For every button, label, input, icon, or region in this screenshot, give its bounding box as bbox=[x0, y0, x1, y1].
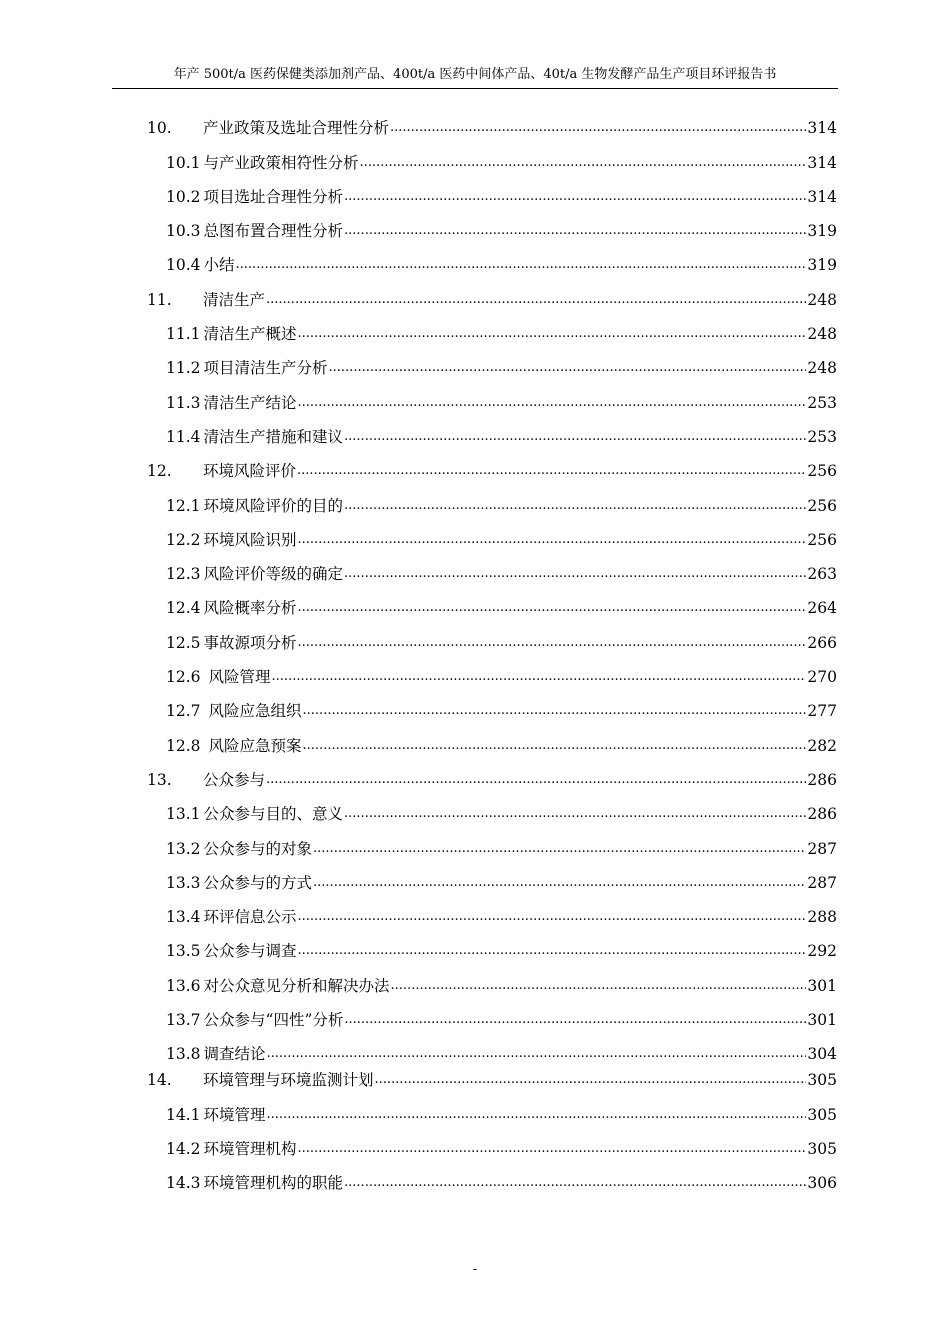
toc-entry-page: 256 bbox=[807, 462, 837, 481]
toc-entry[interactable] bbox=[147, 1034, 837, 1068]
toc-dot-leader bbox=[303, 697, 807, 725]
toc-entry-number: 13.4 bbox=[166, 908, 201, 927]
toc-entry[interactable] bbox=[147, 931, 837, 965]
toc-entry[interactable] bbox=[147, 245, 837, 279]
toc-entry-number: 13.8 bbox=[166, 1045, 201, 1064]
toc-entry-title: 小结 bbox=[203, 256, 235, 275]
toc-entry-title: 调查结论 bbox=[203, 1045, 266, 1064]
toc-entry[interactable] bbox=[147, 691, 837, 725]
toc-entry-title: 环境管理 bbox=[203, 1105, 266, 1124]
toc-entry-number: 12.2 bbox=[166, 530, 201, 549]
toc-entry-title: 风险应急预案 bbox=[208, 736, 302, 755]
toc-entry-page: 248 bbox=[807, 359, 837, 378]
toc-entry-number: 12.7 bbox=[166, 702, 201, 721]
toc-dot-leader bbox=[272, 663, 807, 691]
toc-entry-page: 288 bbox=[807, 908, 837, 927]
toc-entry-page: 253 bbox=[807, 393, 837, 412]
toc-entry-number: 12.3 bbox=[166, 565, 201, 584]
toc-entry-number: 10.2 bbox=[166, 187, 201, 206]
toc-entry-page: 287 bbox=[807, 873, 837, 892]
toc-dot-leader bbox=[298, 526, 807, 554]
toc-dot-leader bbox=[266, 286, 806, 314]
toc-entry-number: 14.2 bbox=[166, 1139, 201, 1158]
toc-entry[interactable] bbox=[147, 622, 837, 656]
toc-entry[interactable] bbox=[147, 142, 837, 176]
running-header: 年产 500t/a 医药保健类添加剂产品、400t/a 医药中间体产品、40t/a 生物发酵产品生产项目环评报告书 bbox=[173, 67, 777, 82]
toc-entry-number: 13.3 bbox=[166, 873, 201, 892]
toc-entry-page: 314 bbox=[807, 119, 837, 138]
toc-entry[interactable] bbox=[147, 1094, 837, 1128]
toc-dot-leader bbox=[391, 972, 807, 1000]
toc-entry-title: 风险评价等级的确定 bbox=[203, 565, 344, 584]
toc-entry-title: 总图布置合理性分析 bbox=[203, 222, 344, 241]
toc-entry-page: 287 bbox=[807, 839, 837, 858]
toc-entry-page: 286 bbox=[807, 770, 837, 789]
toc-entry-title: 公众参与“四性”分析 bbox=[203, 1011, 344, 1030]
toc-entry-title: 风险概率分析 bbox=[203, 599, 297, 618]
toc-entry-page: 282 bbox=[807, 736, 837, 755]
toc-entry-title: 公众参与目的、意义 bbox=[203, 805, 344, 824]
toc-entry-page: 286 bbox=[807, 805, 837, 824]
toc-entry-number: 14. bbox=[147, 1071, 172, 1090]
toc-entry[interactable] bbox=[147, 279, 837, 313]
toc-entry-number: 13. bbox=[147, 770, 172, 789]
toc-dot-leader bbox=[313, 869, 806, 897]
toc-entry-title: 清洁生产 bbox=[203, 290, 266, 309]
toc-dot-leader bbox=[267, 1040, 807, 1068]
toc-entry[interactable] bbox=[147, 382, 837, 416]
toc-entry[interactable] bbox=[147, 897, 837, 931]
toc-entry-title: 公众参与的对象 bbox=[203, 839, 313, 858]
toc-entry-page: 301 bbox=[807, 976, 837, 995]
toc-entry-page: 305 bbox=[807, 1139, 837, 1158]
toc-entry-page: 305 bbox=[807, 1071, 837, 1090]
toc-dot-leader bbox=[313, 835, 806, 863]
toc-entry-title: 公众参与 bbox=[203, 770, 266, 789]
toc-dot-leader bbox=[298, 320, 807, 348]
toc-entry-title: 产业政策及选址合理性分析 bbox=[203, 119, 390, 138]
toc-entry[interactable] bbox=[147, 451, 837, 485]
toc-entry-title: 风险应急组织 bbox=[208, 702, 302, 721]
toc-dot-leader bbox=[266, 766, 806, 794]
toc-entry-title: 风险管理 bbox=[208, 668, 271, 687]
toc-entry-page: 248 bbox=[807, 290, 837, 309]
toc-entry-number: 11.3 bbox=[166, 393, 201, 412]
toc-entry-page: 256 bbox=[807, 496, 837, 515]
toc-dot-leader bbox=[375, 1066, 807, 1094]
header-rule bbox=[112, 88, 838, 89]
toc-entry-page: 264 bbox=[807, 599, 837, 618]
toc-entry-page: 263 bbox=[807, 565, 837, 584]
toc-entry-title: 环境管理机构 bbox=[203, 1139, 297, 1158]
toc-entry-number: 10.4 bbox=[166, 256, 201, 275]
toc-entry-number: 10.1 bbox=[166, 153, 201, 172]
toc-entry[interactable] bbox=[147, 314, 837, 348]
toc-entry-title: 环境管理与环境监测计划 bbox=[203, 1071, 374, 1090]
toc-entry-title: 公众参与的方式 bbox=[203, 873, 313, 892]
toc-entry-title: 清洁生产措施和建议 bbox=[203, 427, 344, 446]
toc-dot-leader bbox=[236, 251, 807, 279]
toc-entry-title: 环境风险识别 bbox=[203, 530, 297, 549]
toc-entry[interactable] bbox=[147, 828, 837, 862]
toc-entry[interactable] bbox=[147, 108, 837, 142]
toc-dot-leader bbox=[390, 114, 806, 142]
toc-entry-number: 13.6 bbox=[166, 976, 201, 995]
toc-entry-page: 306 bbox=[807, 1174, 837, 1193]
toc-dot-leader bbox=[298, 1135, 807, 1163]
toc-entry-page: 305 bbox=[807, 1105, 837, 1124]
toc-entry-number: 12. bbox=[147, 462, 172, 481]
toc-entry-number: 11. bbox=[147, 290, 172, 309]
toc-dot-leader bbox=[298, 937, 807, 965]
toc-dot-leader bbox=[297, 457, 806, 485]
toc-entry[interactable] bbox=[147, 348, 837, 382]
toc-dot-leader bbox=[344, 492, 806, 520]
toc-dot-leader bbox=[344, 423, 806, 451]
toc-entry[interactable] bbox=[147, 1068, 837, 1094]
toc-entry[interactable] bbox=[147, 177, 837, 211]
toc-entry-title: 清洁生产概述 bbox=[203, 325, 297, 344]
toc-entry-number: 14.1 bbox=[166, 1105, 201, 1124]
toc-entry-title: 与产业政策相符性分析 bbox=[203, 153, 359, 172]
toc-entry-title: 事故源项分析 bbox=[203, 633, 297, 652]
toc-dot-leader bbox=[298, 594, 807, 622]
page-footer-mark: - bbox=[472, 1262, 478, 1277]
toc-entry[interactable] bbox=[147, 760, 837, 794]
toc-entry-title: 环境风险评价 bbox=[203, 462, 297, 481]
toc-dot-leader bbox=[298, 629, 807, 657]
toc-entry-page: 314 bbox=[807, 153, 837, 172]
toc-entry[interactable] bbox=[147, 485, 837, 519]
toc-dot-leader bbox=[344, 183, 806, 211]
toc-entry-number: 11.1 bbox=[166, 325, 201, 344]
toc-entry-number: 12.1 bbox=[166, 496, 201, 515]
toc-entry-page: 319 bbox=[807, 256, 837, 275]
toc-entry[interactable] bbox=[147, 1000, 837, 1034]
toc-dot-leader bbox=[267, 1101, 807, 1129]
toc-entry[interactable] bbox=[147, 1163, 837, 1197]
toc-entry[interactable] bbox=[147, 657, 837, 691]
toc-entry-number: 12.5 bbox=[166, 633, 201, 652]
toc-entry[interactable] bbox=[147, 588, 837, 622]
toc-entry-title: 对公众意见分析和解决办法 bbox=[203, 976, 390, 995]
toc-entry-title: 环评信息公示 bbox=[203, 908, 297, 927]
toc-entry-number: 10.3 bbox=[166, 222, 201, 241]
toc-entry-page: 304 bbox=[807, 1045, 837, 1064]
toc-entry-number: 10. bbox=[147, 119, 172, 138]
toc-entry-number: 11.4 bbox=[166, 427, 201, 446]
toc-entry-number: 14.3 bbox=[166, 1174, 201, 1193]
toc-entry-number: 13.2 bbox=[166, 839, 201, 858]
toc-entry-page: 266 bbox=[807, 633, 837, 652]
toc-entry[interactable] bbox=[147, 794, 837, 828]
toc-entry[interactable] bbox=[147, 211, 837, 245]
toc-entry-page: 248 bbox=[807, 325, 837, 344]
toc-dot-leader bbox=[298, 903, 807, 931]
table-of-contents bbox=[147, 108, 837, 1197]
toc-dot-leader bbox=[344, 560, 806, 588]
toc-dot-leader bbox=[298, 389, 807, 417]
toc-dot-leader bbox=[303, 732, 807, 760]
toc-entry-title: 公众参与调查 bbox=[203, 942, 297, 961]
toc-entry[interactable] bbox=[147, 863, 837, 897]
toc-entry-page: 319 bbox=[807, 222, 837, 241]
toc-entry-title: 清洁生产结论 bbox=[203, 393, 297, 412]
toc-entry-page: 277 bbox=[807, 702, 837, 721]
toc-entry-number: 11.2 bbox=[166, 359, 201, 378]
toc-entry-page: 292 bbox=[807, 942, 837, 961]
toc-entry-page: 270 bbox=[807, 668, 837, 687]
toc-entry-title: 项目清洁生产分析 bbox=[203, 359, 328, 378]
toc-entry-title: 项目选址合理性分析 bbox=[203, 187, 344, 206]
toc-dot-leader bbox=[344, 800, 806, 828]
toc-entry-number: 13.7 bbox=[166, 1011, 201, 1030]
toc-dot-leader bbox=[344, 217, 806, 245]
toc-entry-number: 12.4 bbox=[166, 599, 201, 618]
toc-dot-leader bbox=[360, 149, 807, 177]
toc-entry-number: 13.1 bbox=[166, 805, 201, 824]
toc-entry-page: 314 bbox=[807, 187, 837, 206]
toc-entry-page: 253 bbox=[807, 427, 837, 446]
toc-entry[interactable] bbox=[147, 554, 837, 588]
toc-dot-leader bbox=[344, 1169, 806, 1197]
toc-entry-page: 256 bbox=[807, 530, 837, 549]
toc-entry[interactable] bbox=[147, 725, 837, 759]
toc-entry-title: 环境风险评价的目的 bbox=[203, 496, 344, 515]
toc-entry[interactable] bbox=[147, 417, 837, 451]
toc-entry-title: 环境管理机构的职能 bbox=[203, 1174, 344, 1193]
toc-entry[interactable] bbox=[147, 520, 837, 554]
toc-entry-number: 13.5 bbox=[166, 942, 201, 961]
toc-entry[interactable] bbox=[147, 1129, 837, 1163]
toc-entry-number: 12.6 bbox=[166, 668, 201, 687]
toc-entry-page: 301 bbox=[807, 1011, 837, 1030]
toc-entry[interactable] bbox=[147, 965, 837, 999]
toc-dot-leader bbox=[344, 1006, 806, 1034]
toc-dot-leader bbox=[329, 354, 807, 382]
toc-entry-number: 12.8 bbox=[166, 736, 201, 755]
